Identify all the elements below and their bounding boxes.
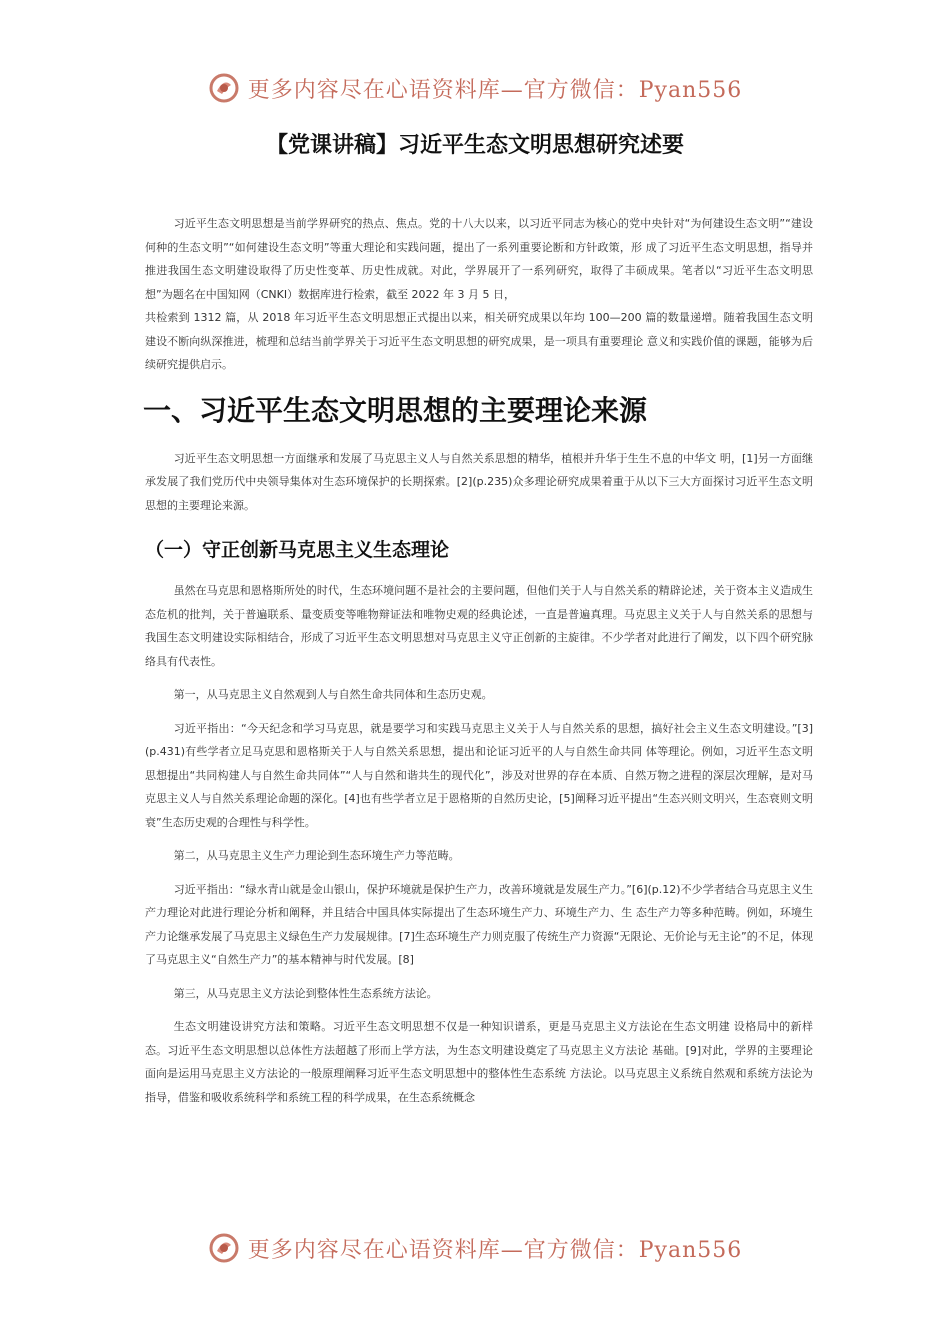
watermark-banner-top [0,72,950,104]
point-first-paragraph: 习近平指出：“今天纪念和学习马克思，就是要学习和实践马克思主义关于人与自然关系的思想，搞好社会主义生态文明建设。”[3](p.431)有些学者立足马克思和恩格斯关于人与自然关系思想，提出和论证习近平的人与自然生命共同 体等理论。例如，习近平生态文明思想提出“共同构建人与自然生命共同体”“人与自然和谐共生的现代化”，涉及对世界的存在本质、自然万物之进程的深层次理解，是对马克思主义人与自然关系理论命题的深化。[4]也有些学者立足于恩格斯的自然历史论，[5]阐释习近平提出“生态兴则文明兴，生态衰则文明衰”生态历史观的合理性与科学性。 [145,721,813,829]
subsection-heading-1: （一）守正创新马克思主义生态理论 [145,539,450,561]
logo-icon [208,72,240,104]
watermark-text: 更多内容尽在心语资料库—官方微信：Pyan556 [247,77,743,103]
watermark-text: 更多内容尽在心语资料库—官方微信：Pyan556 [247,1237,743,1263]
section-heading-1: 一、习近平生态文明思想的主要理论来源 [143,393,648,427]
point-third-paragraph: 生态文明建设讲究方法和策略。习近平生态文明思想不仅是一种知识谱系，更是马克思主义方法论在生态文明建 设格局中的新样态。习近平生态文明思想以总体性方法超越了形而上学方法，为生态文明建设奠定了马克思主义方法论 基础。[9]对此，学界的主要理论面向是运用马克思主义方法论的一般原理阐释习近平生态文明思想中的整体性生态系统 方法论。以马克思主义系统自然观和系统方法论为指导，借鉴和吸收系统科学和系统工程的科学成果，在生态系统概念 [145,1020,813,1104]
logo-icon [208,1232,240,1264]
page-title: 【党课讲稿】习近平生态文明思想研究述要 [265,133,684,158]
point-second-heading: 第二，从马克思主义生产力理论到生态环境生产力等范畴。 [173,849,460,862]
subsection-1-paragraph: 虽然在马克思和恩格斯所处的时代，生态环境问题不是社会的主要问题，但他们关于人与自然关系的精辟论述，关于资本主义造成生态危机的批判，关于普遍联系、量变质变等唯物辩证法和唯物史观的经典论述，一直是普遍真理。马克思主义关于人与自然关系的思想与我国生态文明建设实际相结合，形成了习近平生态文明思想对马克思主义守正创新的主旋律。不少学者对此进行了阐发，以下四个研究脉络具有代表性。 [145,584,813,668]
intro-paragraph: 习近平生态文明思想是当前学界研究的热点、焦点。党的十八大以来，以习近平同志为核心的党中央针对“为何建设生态文明”“建设何种的生态文明”“如何建设生态文明”等重大理论和实践问题，提出了一系列重要论断和方针政策，形 成了习近平生态文明思想，指导并推进我国生态文明建设取得了历史性变革、历史性成就。对此，学界展开了一系列研究，取得了丰硕成果。笔者以“习近平生态文明思想”为题名在中国知网（CNKI）数据库进行检索，截至 2022 年 3 月 5 日， [145,217,813,301]
section-1-paragraph: 习近平生态文明思想一方面继承和发展了马克思主义人与自然关系思想的精华，植根并升华于生生不息的中华文 明，[1]另一方面继承发展了我们党历代中央领导集体对生态环境保护的长期探索。[2](p.235)众多理论研究成果着重于从以下三大方面探讨习近平生态文明思想的主要理论来源。 [145,451,813,512]
point-second-paragraph: 习近平指出：“绿水青山就是金山银山，保护环境就是保护生产力，改善环境就是发展生产力。”[6](p.12)不少学者结合马克思主义生产力理论对此进行理论分析和阐释，并且结合中国具体实际提出了生态环境生产力、环境生产力、生 态生产力等多种范畴。例如，环境生产力论继承发展了马克思主义绿色生产力发展规律。[7]生态环境生产力则克服了传统生产力资源“无限论、无价论与无主论”的不足，体现了马克思主义“自然生产力”的基本精神与时代发展。[8] [145,882,813,966]
document-body [145,212,813,1119]
point-first-heading: 第一，从马克思主义自然观到人与自然生命共同体和生态历史观。 [173,688,493,701]
point-third-heading: 第三，从马克思主义方法论到整体性生态系统方法论。 [173,986,438,1000]
intro-paragraph-2: 共检索到 1312 篇，从 2018 年习近平生态文明思想正式提出以来，相关研究成果以年均 100—200 篇的数量递增。随着我国生态文明建设不断向纵深推进，梳理和总结当前学界关于习近平生态文明思想的研究成果，是一项具有重要理论 意义和实践价值的课题，能够为后续研究提供启示。 [145,311,813,371]
watermark-banner-bottom [0,1232,950,1264]
